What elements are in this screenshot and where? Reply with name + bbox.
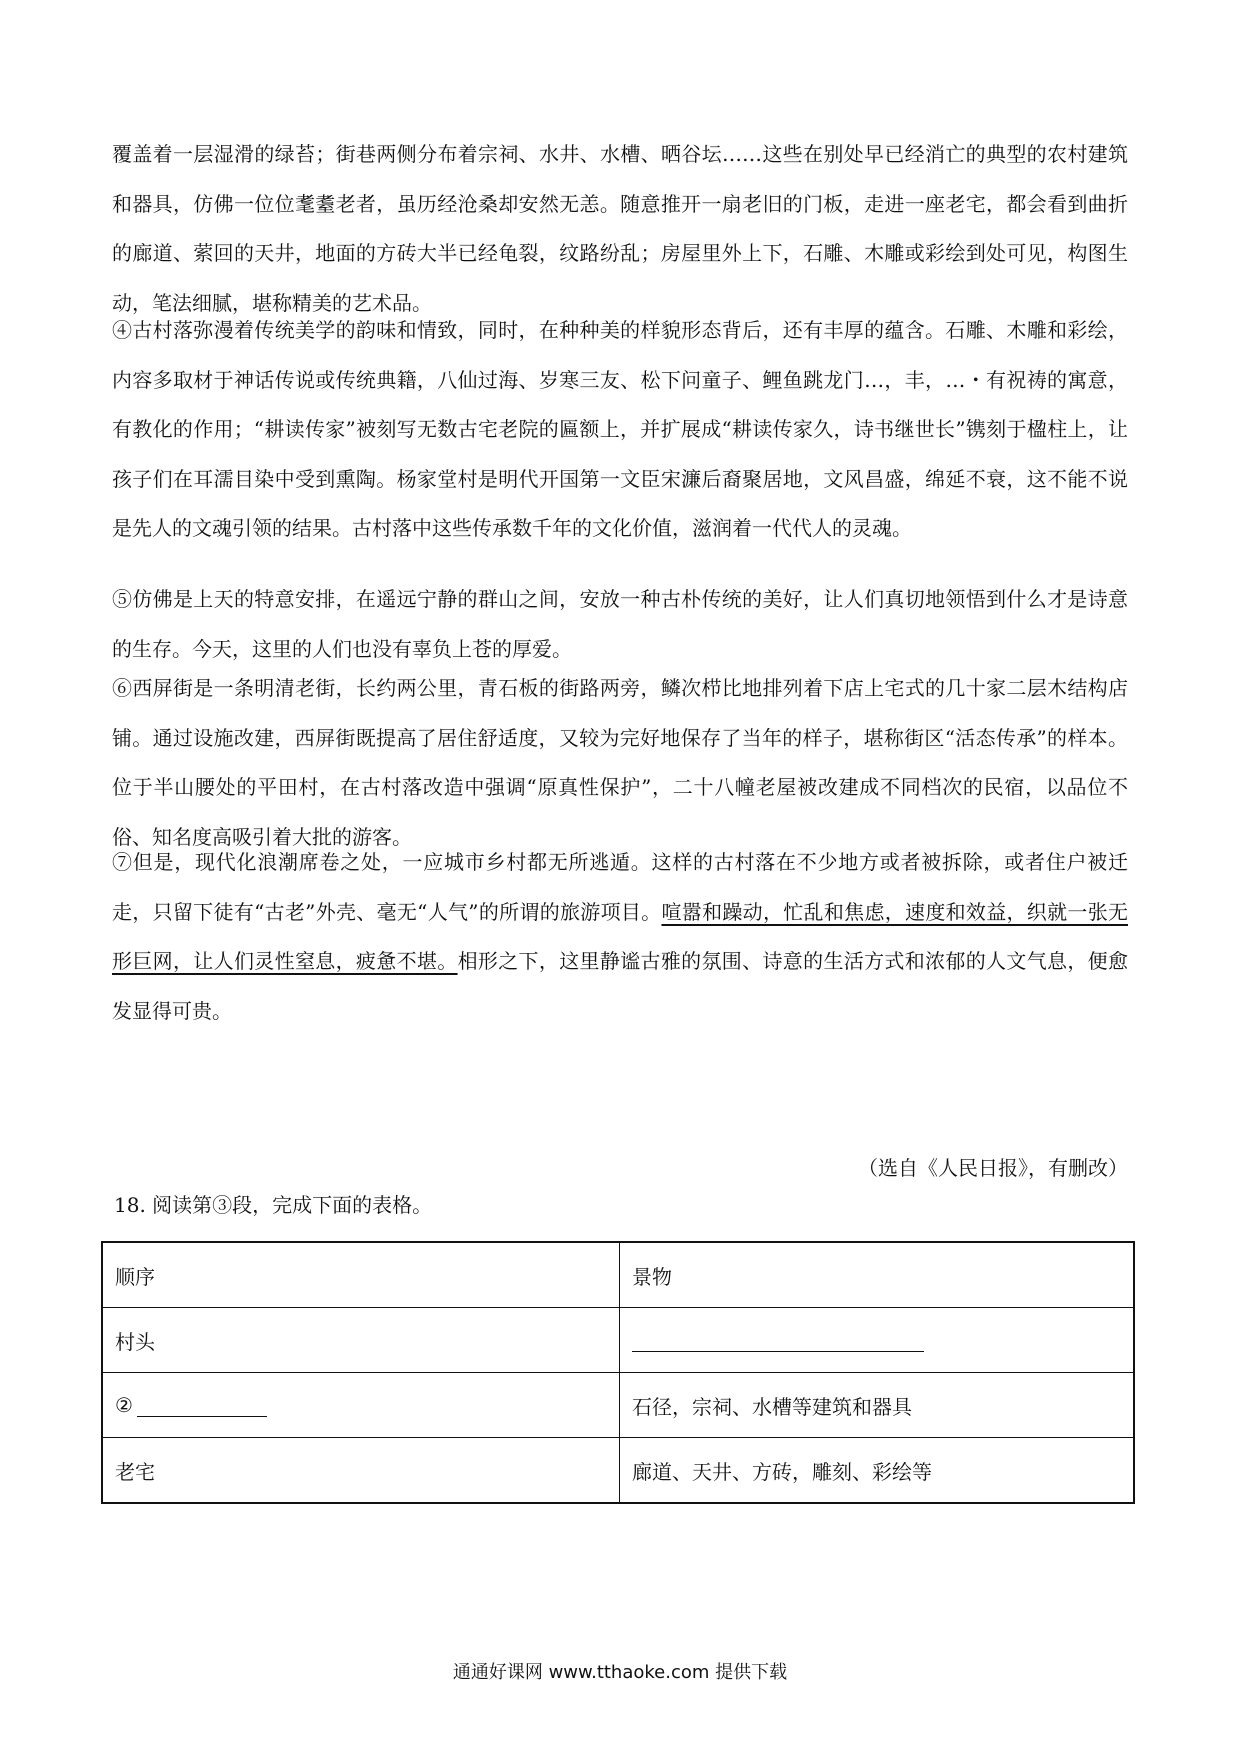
page-footer: 通通好课网 www.tthaoke.com 提供下载 [452, 1662, 788, 1683]
blank-label: ② [115, 1393, 133, 1417]
question-18: 18. 阅读第③段，完成下面的表格。 [114, 1193, 433, 1217]
underlined-sentence: 喧嚣和躁动，忙乱和焦虑，速度和效益，织就一张无形巨网，让人们灵性窒息，疲惫不堪。 [112, 899, 1128, 973]
table-row [102, 1308, 1134, 1373]
cell-scenery: 廊道、天井、方砖，雕刻、彩绘等 [620, 1438, 1135, 1504]
table-row [102, 1438, 1134, 1504]
article-source: （选自《人民日报》，有删改） [858, 1156, 1128, 1180]
cell-order: 老宅 [102, 1438, 620, 1504]
paragraph-4: ④古村落弥漫着传统美学的韵味和情致，同时，在种种美的样貌形态背后，还有丰厚的蕴含。石雕、木雕和彩绘，内容多取材于神话传说或传统典籍，八仙过海、岁寒三友、松下问童子、鲤鱼跳龙门…，丰，…・有祝祷的寓意，有教化的作用；“耕读传家”被刻写无数古宅老院的匾额上，并扩展成“耕读传家久，诗书继世长”镌刻于楹柱上，让孩子们在耳濡目染中受到熏陶。杨家堂村是明代开国第一文臣宋濂后裔聚居地，文风昌盛，绵延不衰，这不能不说是先人的文魂引领的结果。古村落中这些传承数千年的文化价值，滋润着一代代人的灵魂。 [112, 318, 1128, 540]
header-scenery: 景物 [620, 1242, 1135, 1308]
paragraph-7-part-b: 相形之下，这里静谧古雅的氛围、诗意的生活方式和浓郁的人文气息，便愈发显得可贵。 [112, 949, 1129, 1023]
cell-order-blank[interactable] [102, 1373, 620, 1438]
cell-order: 村头 [102, 1308, 620, 1373]
paragraph-7-part-a: ⑦但是，现代化浪潮席卷之处，一应城市乡村都无所逃遁。这样的古村落在不少地方或者被拆除，或者住户被迁走，只留下徒有“古老”外壳、毫无“人气”的所谓的旅游项目。 [112, 850, 1128, 924]
cell-scenery-blank[interactable] [620, 1308, 1135, 1373]
table-row [102, 1373, 1134, 1438]
paragraph-6: ⑥西屏街是一条明清老街，长约两公里，青石板的街路两旁，鳞次栉比地排列着下店上宅式的几十家二层木结构店铺。通过设施改建，西屏街既提高了居住舒适度，又较为完好地保存了当年的样子，堪称街区“活态传承”的样本。位于半山腰处的平田村，在古村落改造中强调“原真性保护”，二十八幢老屋被改建成不同档次的民宿，以品位不俗、知名度高吸引着大批的游客。 [112, 676, 1128, 849]
answer-blank[interactable] [137, 1394, 267, 1417]
paragraph-7 [112, 838, 1128, 1036]
answer-table [101, 1241, 1135, 1504]
header-order: 顺序 [102, 1242, 620, 1308]
paragraph-3-continued: 覆盖着一层湿滑的绿苔；街巷两侧分布着宗祠、水井、水槽、晒谷坛……这些在别处早已经消亡的典型的农村建筑和器具，仿佛一位位耄耋老者，虽历经沧桑却安然无恙。随意推开一扇老旧的门板，走进一座老宅，都会看到曲折的廊道、萦回的天井，地面的方砖大半已经龟裂，纹路纷乱；房屋里外上下，石雕、木雕或彩绘到处可见，构图生动，笔法细腻，堪称精美的艺术品。 [112, 142, 1128, 315]
cell-scenery: 石径，宗祠、水槽等建筑和器具 [620, 1373, 1135, 1438]
table-header-row [102, 1242, 1134, 1308]
paragraph-5: ⑤仿佛是上天的特意安排，在遥远宁静的群山之间，安放一种古朴传统的美好，让人们真切地领悟到什么才是诗意的生存。今天，这里的人们也没有辜负上苍的厚爱。 [112, 587, 1128, 661]
answer-blank[interactable] [632, 1329, 924, 1352]
